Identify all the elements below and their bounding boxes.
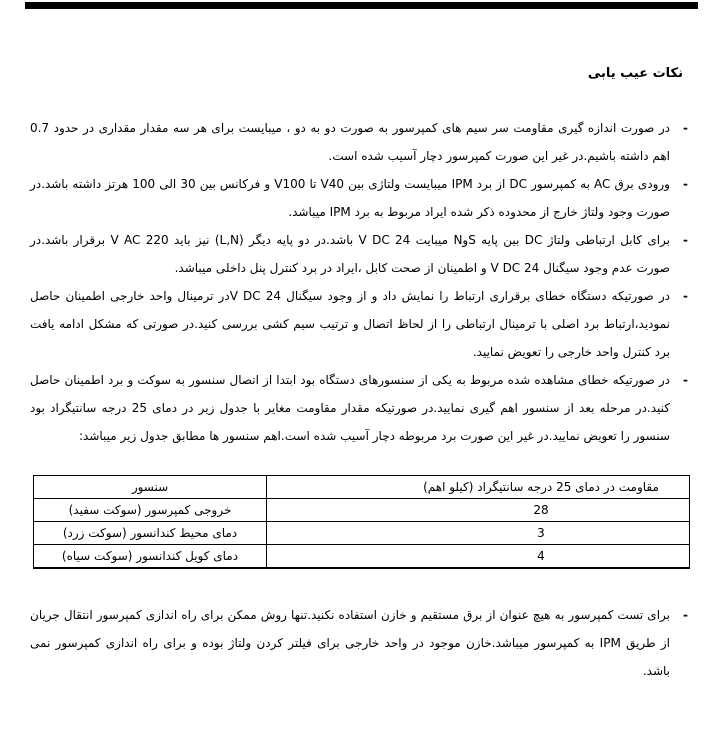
list-item-compressor-test: - برای تست کمپرسور به هیچ عنوان از برق مستقیم و خازن استفاده نکنید.تنها روش ممکن برای راه اندازی کمپرسور انتقال جریان از طریق IPM به کمپرسور میباشد.خازن موجود در واحد خارجی برای فیلتر کردن ولتاژ بوده و برای راه اندازی کمپرسور نمی باشد. <box>30 601 688 685</box>
table-header-row <box>34 476 690 499</box>
resistance-value-cell: 28 <box>267 499 690 522</box>
list-item-communication-error: - در صورتیکه دستگاه خطای برقراری ارتباط را نمایش داد و از وجود سیگنال 24 V DCدر ترمینال واحد خارجی اطمینان حاصل نمودید،ارتباط برد اصلی با ترمینال ارتباطی را از لحاظ اتصال و ترتیب سیم کشی بررسی کنید.در صورتی که مشکل ادامه یافت برد کنترل واحد خارجی را تعویض نمایید. <box>30 282 688 366</box>
troubleshooting-list <box>0 114 713 450</box>
list-item-sensor-error: - در صورتیکه خطای مشاهده شده مربوط به یکی از سنسورهای دستگاه بود ابتدا از اتصال سنسور به سوکت و برد اطمینان حاصل کنید.در مرحله بعد از سنسور اهم گیری نمایید.در صورتیکه مقدار مقاومت مغایر با جدول زیر در دمای 25 درجه سانتیگراد بود سنسور را تعویض نمایید.در غیر این صورت برد مربوطه دچار آسیب شده است.اهم سنسور ها مطابق جدول زیر میباشد: <box>30 366 688 450</box>
table-row <box>34 499 690 522</box>
sensor-resistance-table <box>33 475 690 569</box>
resistance-value-cell: 3 <box>267 522 690 545</box>
list-item-communication-cable: - برای کابل ارتباطی ولتاژ DC بین پایه SوN میبایت V DC 24 باشد.در دو پایه دیگر (L,N) نیز باید V AC 220 برقرار باشد.در صورت عدم وجود سیگنال 24 V DC و اطمینان از صحت کابل ،ایراد در برد کنترل پنل داخلی میباشد. <box>30 226 688 282</box>
table-row <box>34 522 690 545</box>
resistance-value-cell: 4 <box>267 545 690 569</box>
table-header-resistance: مقاومت در دمای 25 درجه سانتیگراد (کیلو اهم) <box>267 476 690 499</box>
list-item-ipm-voltage: - ورودی برق AC به کمپرسور DC از برد IPM میبایست ولتاژی بین V40 تا V100 و فرکانس بین 30 الی 100 هرتز داشته باشد.در صورت وجود ولتاژ خارج از محدوده ذکر شده ایراد مربوط به برد IPM میباشد. <box>30 170 688 226</box>
sensor-name-cell: دمای محیط کندانسور (سوکت زرد) <box>34 522 267 545</box>
compressor-test-note-list <box>0 601 713 685</box>
sensor-name-cell: خروجی کمپرسور (سوکت سفید) <box>34 499 267 522</box>
page-top-rule <box>25 2 698 9</box>
table-header-sensor: سنسور <box>34 476 267 499</box>
sensor-name-cell: دمای کویل کندانسور (سوکت سیاه) <box>34 545 267 569</box>
list-item-resistance-check: - در صورت اندازه گیری مقاومت سر سیم های کمپرسور به صورت دو به دو ، میبایست برای هر سه مقدار مقداری در حدود 0.7 اهم داشته باشیم.در غیر این صورت کمپرسور دچار آسیب شده است. <box>30 114 688 170</box>
table-row <box>34 545 690 569</box>
page-title: نکات عیب یابی <box>587 66 683 81</box>
